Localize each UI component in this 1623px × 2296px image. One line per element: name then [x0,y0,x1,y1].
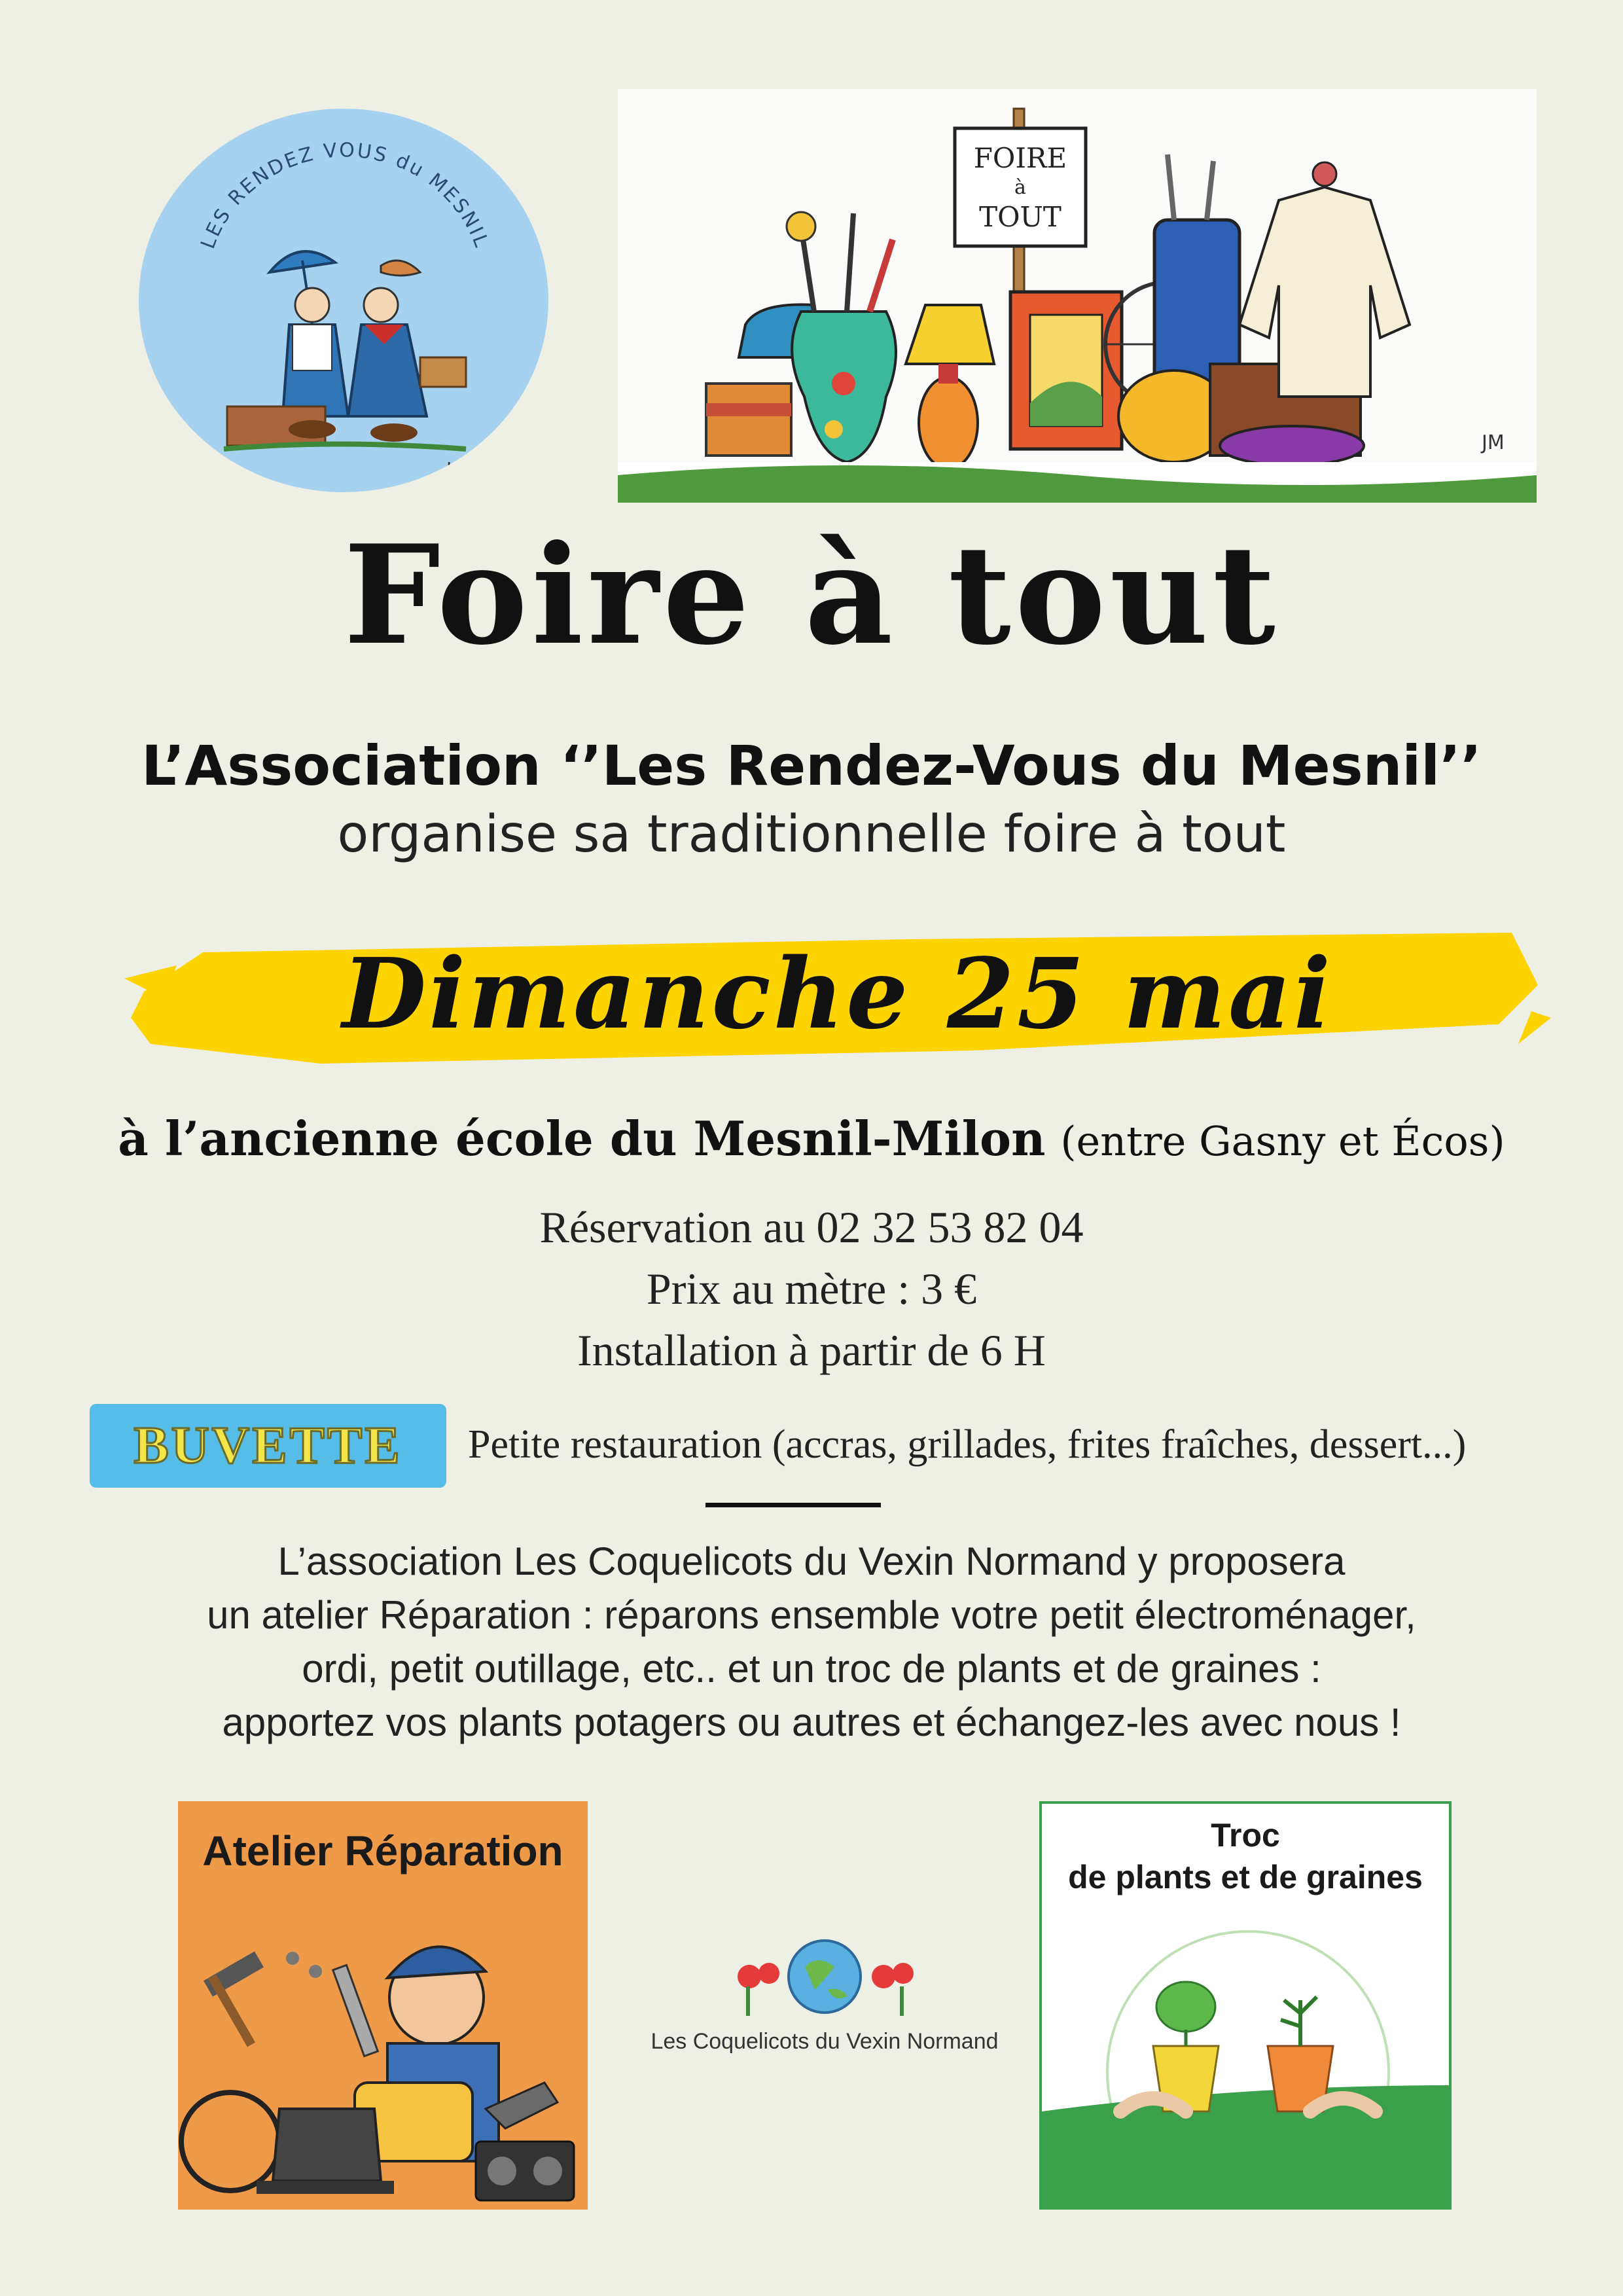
buvette-label: BUVETTE [134,1417,402,1475]
pan-icon [1220,426,1364,465]
price-info: Prix au mètre : 3 € [646,1264,977,1314]
logo-illustration [139,109,548,492]
association-name: L’Association ‘’Les Rendez-Vous du Mesnil’’ [141,734,1482,798]
troc-title-line1: Troc [1211,1817,1280,1854]
coquelicots-logo [720,1928,929,2026]
laptop-icon [273,2109,381,2181]
location-place: à l’ancienne école du Mesnil-Milon [118,1111,1046,1166]
troc-title [1039,1814,1452,1898]
troc-title-line2: de plants et de graines [1068,1859,1423,1895]
association-logo [139,109,548,492]
svg-text:LES RENDEZ VOUS du MESNIL [196,139,493,252]
wrench-icon [333,1965,378,2056]
logo-signature: JM [446,458,468,480]
sign-line3: TOUT [979,201,1061,233]
divider [705,1503,881,1507]
sign-line1: FOIRE [973,142,1067,174]
atelier-title: Atelier Réparation [202,1827,563,1874]
buvette-description: Petite restauration (accras, grillades, frites fraîches, dessert...) [468,1422,1467,1467]
reservation-info: Réservation au 02 32 53 82 04 [539,1202,1084,1252]
lamp-icon [906,305,994,364]
poppy-icon [738,1965,761,1988]
association-tagline: organise sa traditionnelle foire à tout [337,805,1286,864]
bicycle-wheel-icon [181,2092,279,2191]
illustration-signature: JM [1482,431,1505,454]
page-title: Foire à tout [344,516,1279,675]
coquelicots-logo-label: Les Coquelicots du Vexin Normand [651,2029,999,2054]
sign-line2: à [1014,176,1026,199]
paragraph-line: un atelier Réparation : réparons ensemble votre petit électroménager, [207,1593,1416,1637]
books-icon [706,384,791,456]
poppy-icon [872,1965,895,1988]
event-location [0,1106,1623,1174]
coquelicots-paragraph [0,1535,1623,1749]
installation-info: Installation à partir de 6 H [577,1325,1046,1375]
paragraph-line: ordi, petit outillage, etc.. et un troc de plants et de graines : [302,1647,1321,1691]
location-detail: (entre Gasny et Écos) [1060,1117,1505,1165]
logo-arc-text: LES RENDEZ VOUS du MESNIL [196,139,493,252]
paragraph-line: apportez vos plants potagers ou autres et échangez-les avec nous ! [222,1700,1401,1744]
event-date: Dimanche 25 mai [342,937,1334,1050]
hammer-icon [204,1951,264,1996]
foire-illustration [618,89,1537,503]
paragraph-line: L’association Les Coquelicots du Vexin Normand y proposera [277,1539,1346,1583]
